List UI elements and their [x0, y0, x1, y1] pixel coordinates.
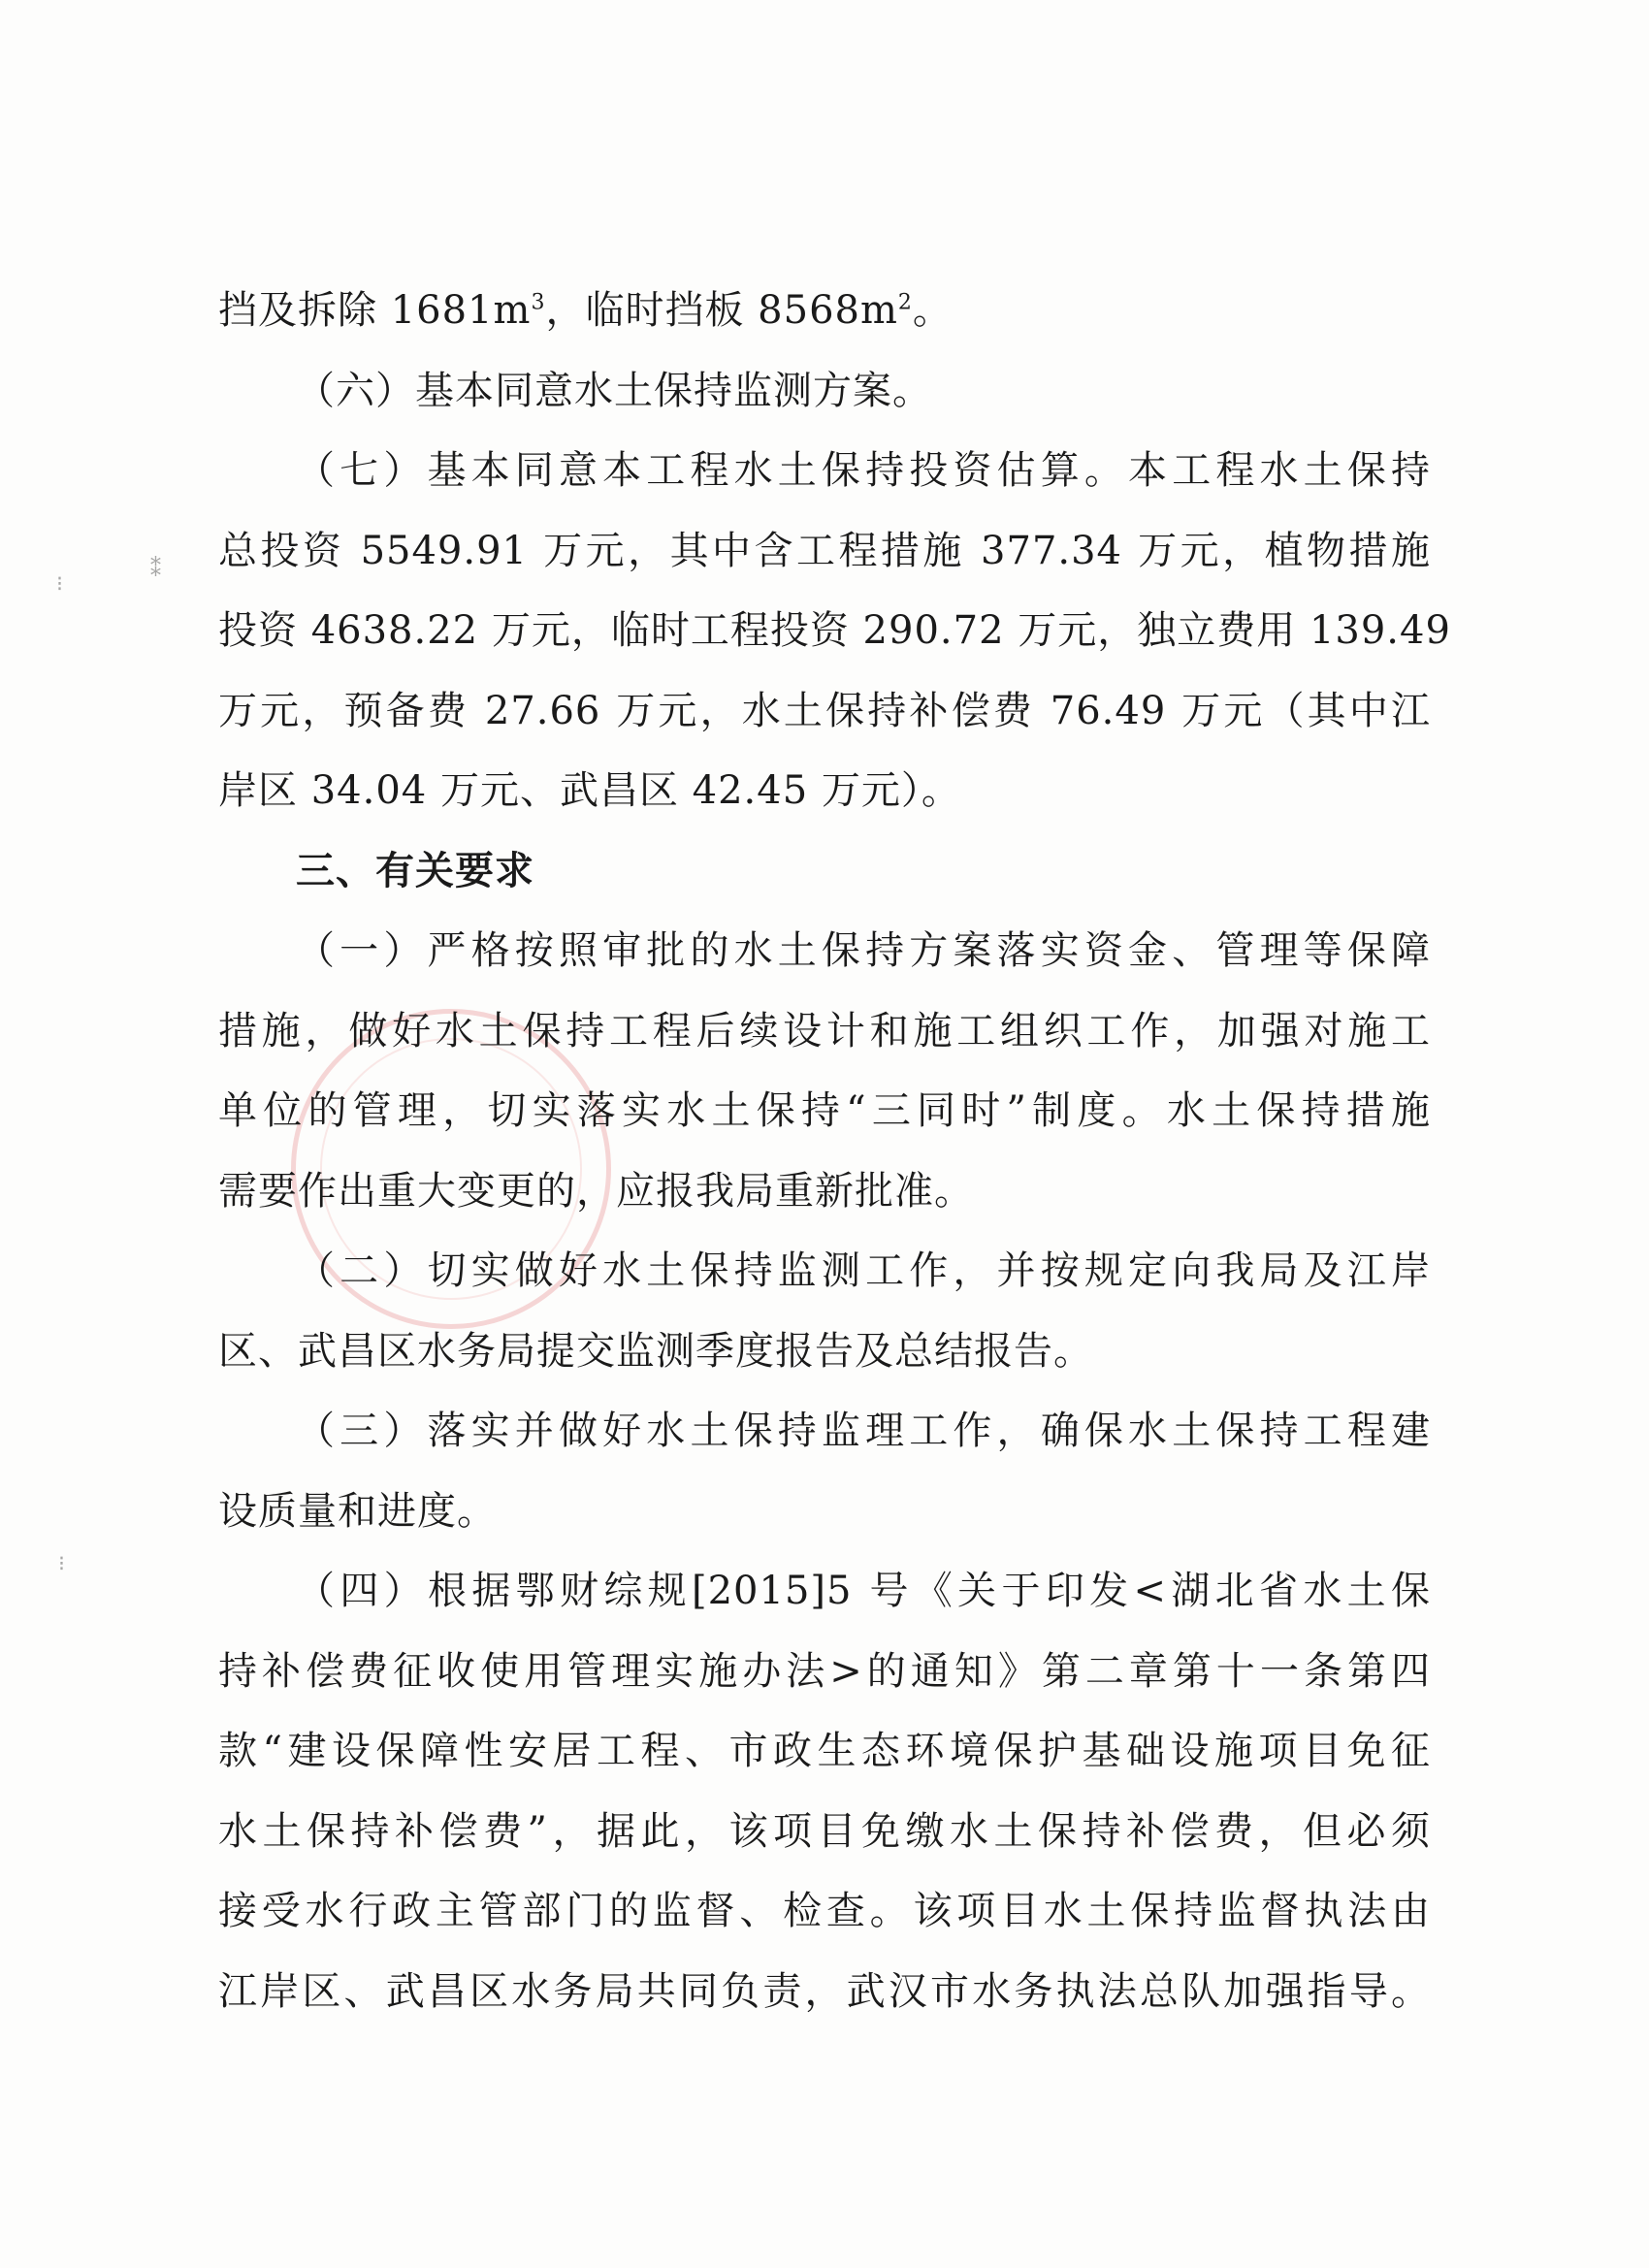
section-heading: 三、有关要求: [296, 847, 534, 893]
text-line: 接受水行政主管部门的监督、检查。该项目水土保持监督执法由: [218, 1889, 1431, 1933]
text-line: 需要作出重大变更的，应报我局重新批准。: [218, 1168, 974, 1214]
text-line: （六）基本同意水土保持监测方案。: [296, 368, 932, 413]
text-line: 区、武昌区水务局提交监测季度报告及总结报告。: [218, 1328, 1093, 1374]
text-line: 岸区 34.04 万元、武昌区 42.45 万元）。: [218, 768, 961, 813]
text-line: （二）切实做好水土保持监测工作，并按规定向我局及江岸: [296, 1248, 1431, 1293]
body-text: [218, 286, 1451, 2047]
text-line: 款“建设保障性安居工程、市政生态环境保护基础设施项目免征: [218, 1729, 1431, 1773]
text-line: 水土保持补偿费”，据此，该项目免缴水土保持补偿费，但必须: [218, 1808, 1431, 1854]
text-line: 措施，做好水土保持工程后续设计和施工组织工作，加强对施工: [218, 1008, 1431, 1053]
text-line: 江岸区、武昌区水务局共同负责，武汉市水务执法总队加强指导。: [218, 1968, 1431, 2014]
text-line: 总投资 5549.91 万元，其中含工程措施 377.34 万元，植物措施: [218, 528, 1431, 573]
scan-speck-icon: ⁑: [150, 558, 161, 582]
scan-speck-icon: ⁝: [58, 1552, 65, 1576]
text-line: （四）根据鄂财综规[2015]5 号《关于印发<湖北省水土保: [296, 1569, 1431, 1613]
text-line: （三）落实并做好水土保持监理工作，确保水土保持工程建: [296, 1409, 1431, 1453]
scan-speck-icon: ⁝: [56, 572, 63, 597]
text-line: 持补偿费征收使用管理实施办法>的通知》第二章第十一条第四: [218, 1648, 1431, 1694]
text-line: 设质量和进度。: [218, 1488, 497, 1534]
text-line: （一）严格按照审批的水土保持方案落实资金、管理等保障: [296, 928, 1431, 973]
text-line: 万元，预备费 27.66 万元，水土保持补偿费 76.49 万元（其中江: [218, 688, 1431, 733]
text-line: 单位的管理，切实落实水土保持“三同时”制度。水土保持措施: [218, 1088, 1431, 1133]
text-line: 投资 4638.22 万元，临时工程投资 290.72 万元，独立费用 139.49: [218, 608, 1451, 653]
text-line: 挡及拆除 $1681m^3$，临时挡板 $8568m^2$。: [218, 288, 953, 333]
text-line: （七）基本同意本工程水土保持投资估算。本工程水土保持: [296, 448, 1431, 493]
